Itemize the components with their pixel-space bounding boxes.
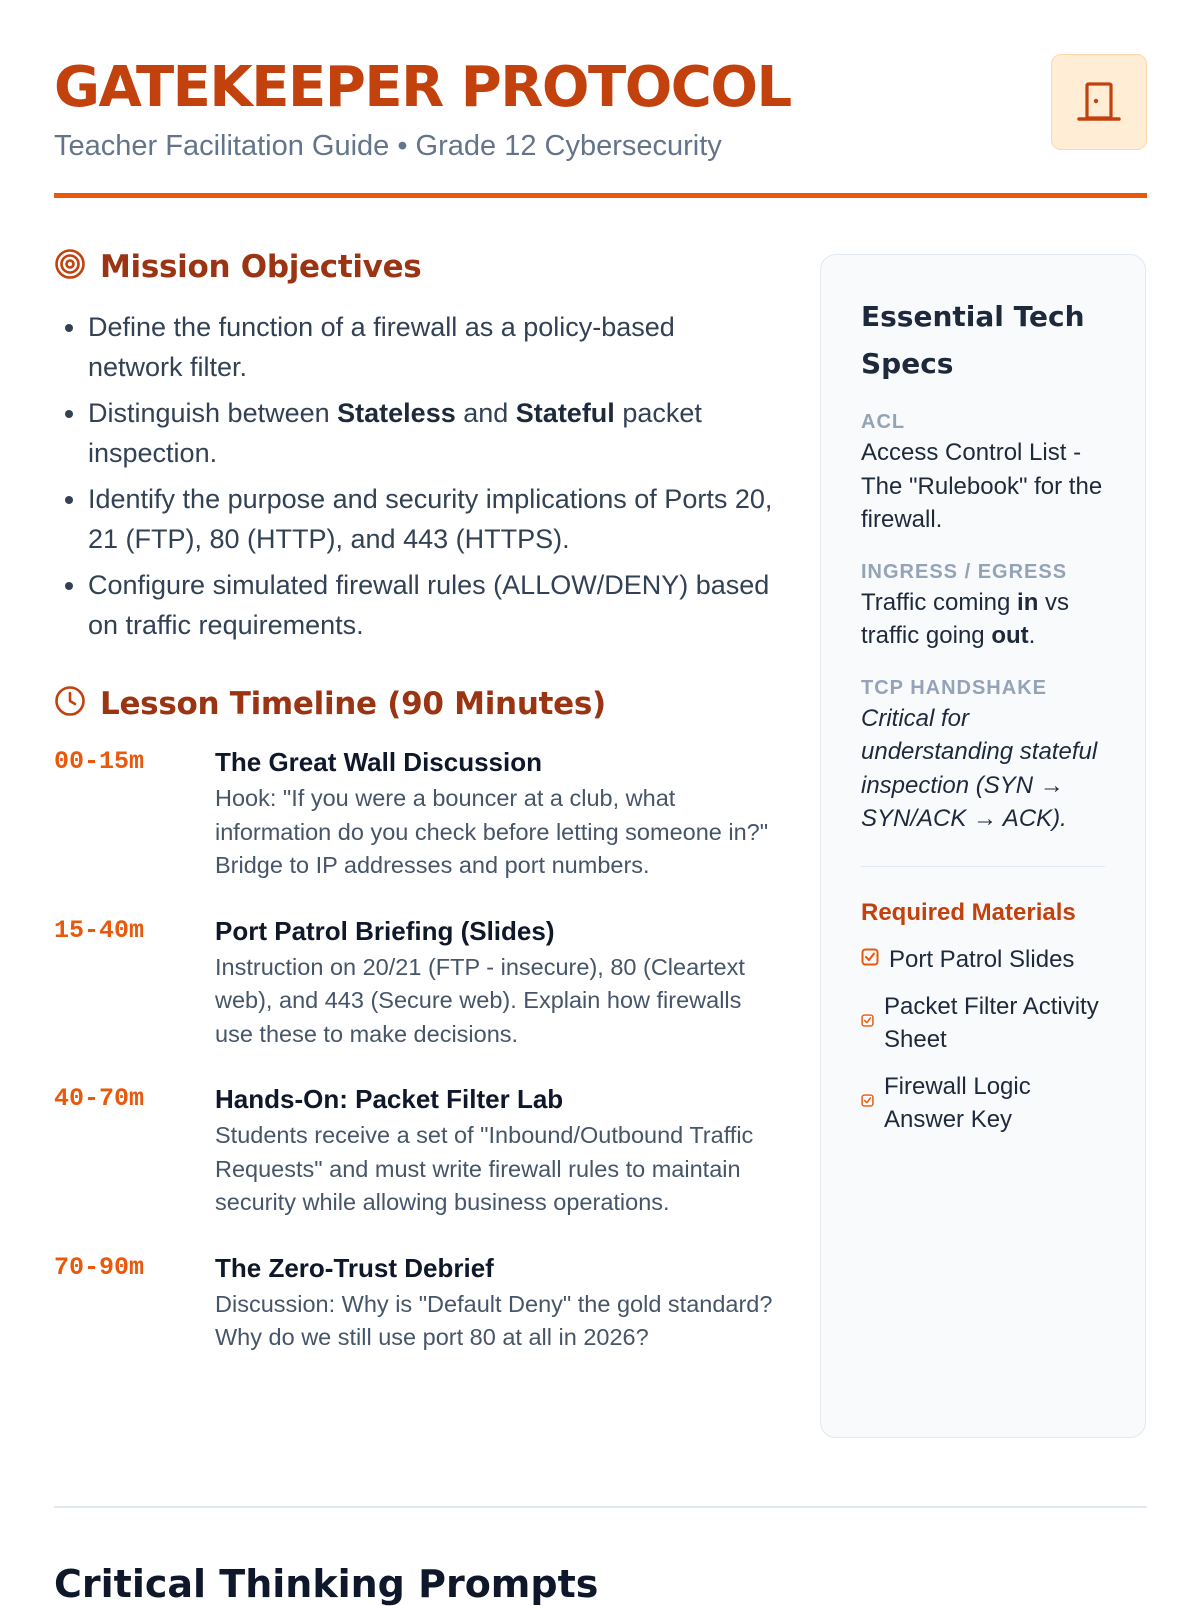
material-label: Port Patrol Slides xyxy=(889,945,1075,973)
list-item: • Configure simulated firewall rules (ALLOW/DENY) based on traffic requirements. xyxy=(88,565,774,645)
list-item xyxy=(861,943,1105,976)
spec-definition: Access Control List - The "Rulebook" for the firewall. xyxy=(861,439,1103,533)
timeline-item xyxy=(54,1250,774,1355)
target-icon xyxy=(54,248,86,285)
timeline-title: The Great Wall Discussion xyxy=(215,747,543,777)
sidebar-divider xyxy=(861,866,1105,867)
spec-definition: Traffic coming in vs traffic going out. xyxy=(861,588,1070,649)
timeline-time: 70-90m xyxy=(54,1252,145,1282)
tech-specs-sidebar xyxy=(820,254,1146,1438)
checkbox-icon xyxy=(861,1014,874,1032)
page-title: GATEKEEPER PROTOCOL xyxy=(54,55,791,120)
timeline-desc: Instruction on 20/21 (FTP - insecure), 80 (Cleartext web), and 443 (Secure web). Explain how firewalls use these to make decisions. xyxy=(215,953,745,1047)
objectives-heading xyxy=(54,248,774,285)
page-subtitle: Teacher Facilitation Guide • Grade 12 Cybersecurity xyxy=(54,130,722,162)
prompts-heading: Critical Thinking Prompts xyxy=(54,1562,599,1606)
spec-ingress-egress xyxy=(861,561,1105,653)
page-header xyxy=(54,50,1147,164)
list-item xyxy=(861,1070,1105,1136)
spec-tcp-handshake xyxy=(861,677,1105,836)
spec-acl xyxy=(861,411,1105,537)
timeline-title: Port Patrol Briefing (Slides) xyxy=(215,915,555,946)
timeline-item xyxy=(54,913,774,1052)
spec-definition: Critical for understanding stateful inspection (SYN → SYN/ACK → ACK). xyxy=(861,704,1098,832)
objectives-list xyxy=(54,307,774,645)
material-label: Packet Filter Activity Sheet xyxy=(884,992,1099,1053)
sidebar-heading: Essential Tech Specs xyxy=(861,300,1085,380)
checkbox-icon xyxy=(861,1094,874,1112)
objectives-heading-text: Mission Objectives xyxy=(100,248,422,285)
timeline-desc: Students receive a set of "Inbound/Outbound Traffic Requests" and must write firewall rules to maintain security while allowing business operations. xyxy=(215,1122,754,1215)
timeline-list xyxy=(54,744,774,1355)
timeline-heading-text: Lesson Timeline (90 Minutes) xyxy=(100,685,606,722)
timeline-title: Hands-On: Packet Filter Lab xyxy=(215,1084,564,1114)
spec-term: INGRESS / EGRESS xyxy=(861,560,1068,583)
header-divider xyxy=(54,193,1147,198)
checkbox-icon xyxy=(861,948,879,971)
clock-icon xyxy=(54,685,86,722)
list-item: • Identify the purpose and security implications of Ports 20, 21 (FTP), 80 (HTTP), and 443 (HTTPS). xyxy=(88,479,774,559)
timeline-heading xyxy=(54,685,774,722)
list-item xyxy=(861,990,1105,1056)
timeline-time: 40-70m xyxy=(54,1084,145,1113)
list-item: • Distinguish between Stateless and Stateful packet inspection. xyxy=(88,393,774,473)
timeline-desc: Discussion: Why is "Default Deny" the gold standard? Why do we still use port 80 at all in 2026? xyxy=(215,1290,773,1350)
materials-heading: Required Materials xyxy=(861,898,1076,926)
timeline-item xyxy=(54,744,774,883)
timeline-title: The Zero-Trust Debrief xyxy=(215,1252,494,1283)
spec-term: TCP HANDSHAKE xyxy=(861,676,1047,699)
timeline-item xyxy=(54,1081,774,1220)
section-divider xyxy=(54,1506,1147,1508)
main-column xyxy=(54,248,774,1385)
spec-term: ACL xyxy=(861,411,906,433)
timeline-desc: Hook: "If you were a bouncer at a club, what information do you check before letting someone in?" Bridge to IP addresses and port numbers. xyxy=(215,785,769,878)
timeline-time: 00-15m xyxy=(54,747,145,776)
door-icon xyxy=(1051,54,1147,150)
timeline-time: 15-40m xyxy=(54,915,145,945)
material-label: Firewall Logic Answer Key xyxy=(884,1072,1031,1133)
list-item: • Define the function of a firewall as a policy-based network filter. xyxy=(88,307,774,387)
materials-list xyxy=(861,943,1105,1136)
